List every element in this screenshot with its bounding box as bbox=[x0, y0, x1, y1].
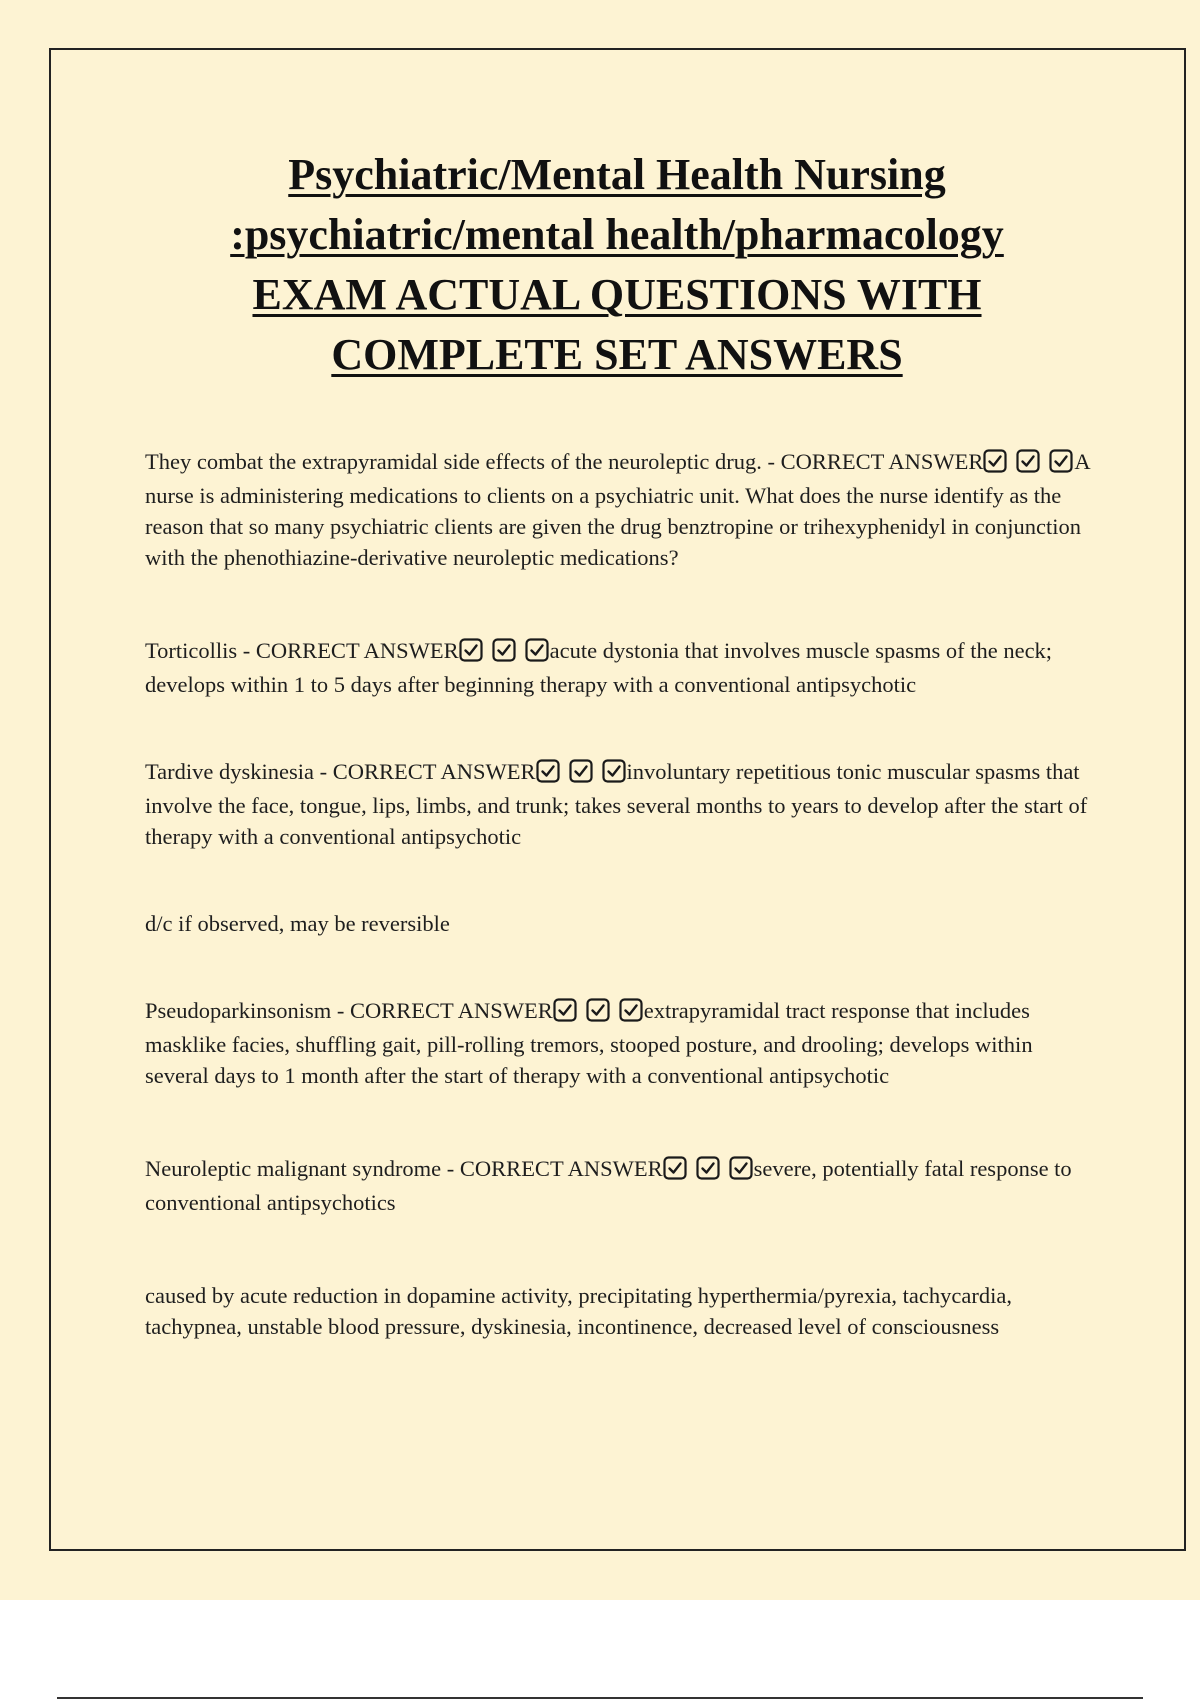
entry-term: Pseudoparkinsonism bbox=[145, 998, 332, 1023]
qa-entry-2: Torticollis - CORRECT ANSWER acute dystonia that involves muscle spasms of the neck; develops within 1 to 5 days after beginning therapy with a conventional antipsychotic bbox=[145, 638, 1053, 697]
checkbox-checked-icon bbox=[696, 1156, 720, 1180]
checkbox-checked-icon bbox=[525, 638, 549, 662]
entry-definition: severe, potentially fatal response to conventional antipsychotics bbox=[145, 1156, 1072, 1215]
footer-divider bbox=[57, 1697, 1143, 1699]
correct-answer-marker: CORRECT ANSWER bbox=[255, 638, 459, 663]
checkbox-checked-icon bbox=[663, 1156, 687, 1180]
checkbox-checked-icon bbox=[983, 449, 1007, 473]
document-title bbox=[100, 145, 1134, 385]
correct-answer-marker: CORRECT ANSWER bbox=[332, 759, 536, 784]
checkbox-checked-icon bbox=[1049, 449, 1073, 473]
checkbox-checked-icon bbox=[459, 638, 483, 662]
check-marks bbox=[983, 449, 1074, 480]
note-entry-1: d/c if observed, may be reversible bbox=[145, 911, 450, 936]
qa-entry-4: Pseudoparkinsonism - CORRECT ANSWER extrapyramidal tract response that includes masklike facies, shuffling gait, pill-rolling tremors, stooped posture, and drooling; develops within several days to 1 month after the start of therapy with a conventional antipsychotic bbox=[145, 998, 1033, 1088]
title-line-2: :psychiatric/mental health/pharmacology bbox=[230, 210, 1004, 259]
checkbox-checked-icon bbox=[553, 998, 577, 1022]
check-marks bbox=[536, 759, 627, 790]
entry-term: Torticollis bbox=[145, 638, 238, 663]
check-marks bbox=[553, 998, 644, 1029]
check-marks bbox=[459, 638, 550, 669]
checkbox-checked-icon bbox=[729, 1156, 753, 1180]
entry-definition: involuntary repetitious tonic muscular spasms that involve the face, tongue, lips, limbs, and trunk; takes several months to years to develop after the start of therapy with a conventional antipsychotic bbox=[145, 759, 1088, 849]
checkbox-checked-icon bbox=[569, 759, 593, 783]
entry-term: Neuroleptic malignant syndrome bbox=[145, 1156, 442, 1181]
check-marks bbox=[663, 1156, 754, 1187]
checkbox-checked-icon bbox=[1016, 449, 1040, 473]
checkbox-checked-icon bbox=[602, 759, 626, 783]
checkbox-checked-icon bbox=[619, 998, 643, 1022]
flashcard-list bbox=[145, 446, 1095, 1342]
entry-definition: acute dystonia that involves muscle spasms of the neck; develops within 1 to 5 days after beginning therapy with a conventional antipsychotic bbox=[145, 638, 1053, 697]
qa-entry-5: Neuroleptic malignant syndrome - CORRECT ANSWER severe, potentially fatal response to conventional antipsychotics bbox=[145, 1156, 1072, 1215]
entry-term: They combat the extrapyramidal side effects of the neuroleptic drug. bbox=[145, 449, 762, 474]
checkbox-checked-icon bbox=[536, 759, 560, 783]
correct-answer-marker: CORRECT ANSWER bbox=[780, 449, 984, 474]
correct-answer-marker: CORRECT ANSWER bbox=[350, 998, 553, 1023]
checkbox-checked-icon bbox=[492, 638, 516, 662]
note-entry-2: caused by acute reduction in dopamine activity, precipitating hyperthermia/pyrexia, tachycardia, tachypnea, unstable blood pressure, dyskinesia, incontinence, decreased level of consciousness bbox=[145, 1283, 1012, 1339]
title-line-4: COMPLETE SET ANSWERS bbox=[331, 330, 903, 379]
checkbox-checked-icon bbox=[586, 998, 610, 1022]
correct-answer-marker: CORRECT ANSWER bbox=[459, 1156, 663, 1181]
entry-definition: extrapyramidal tract response that includes masklike facies, shuffling gait, pill-rolling tremors, stooped posture, and drooling; develops within several days to 1 month after the start of therapy with a conventional antipsychotic bbox=[145, 998, 1033, 1088]
entry-definition: A nurse is administering medications to clients on a psychiatric unit. What does the nurse identify as the reason that so many psychiatric clients are given the drug benztropine or trihexyphenidyl in conjunction with the phenothiazine-derivative neuroleptic medications? bbox=[145, 449, 1090, 570]
qa-entry-3: Tardive dyskinesia - CORRECT ANSWER involuntary repetitious tonic muscular spasms that involve the face, tongue, lips, limbs, and trunk; takes several months to years to develop after the start of therapy with a conventional antipsychotic bbox=[145, 759, 1088, 849]
entry-term: Tardive dyskinesia bbox=[145, 759, 315, 784]
title-line-1: Psychiatric/Mental Health Nursing bbox=[288, 150, 946, 199]
title-line-3: EXAM ACTUAL QUESTIONS WITH bbox=[252, 270, 982, 319]
qa-entry-1: They combat the extrapyramidal side effects of the neuroleptic drug. - CORRECT ANSWER A nurse is administering medications to clients on a psychiatric unit. What does the nurse identify as the reason that so many psychiatric clients are given the drug benztropine or trihexyphenidyl in conjunction with the phenothiazine-derivative neuroleptic medications? bbox=[145, 449, 1090, 570]
